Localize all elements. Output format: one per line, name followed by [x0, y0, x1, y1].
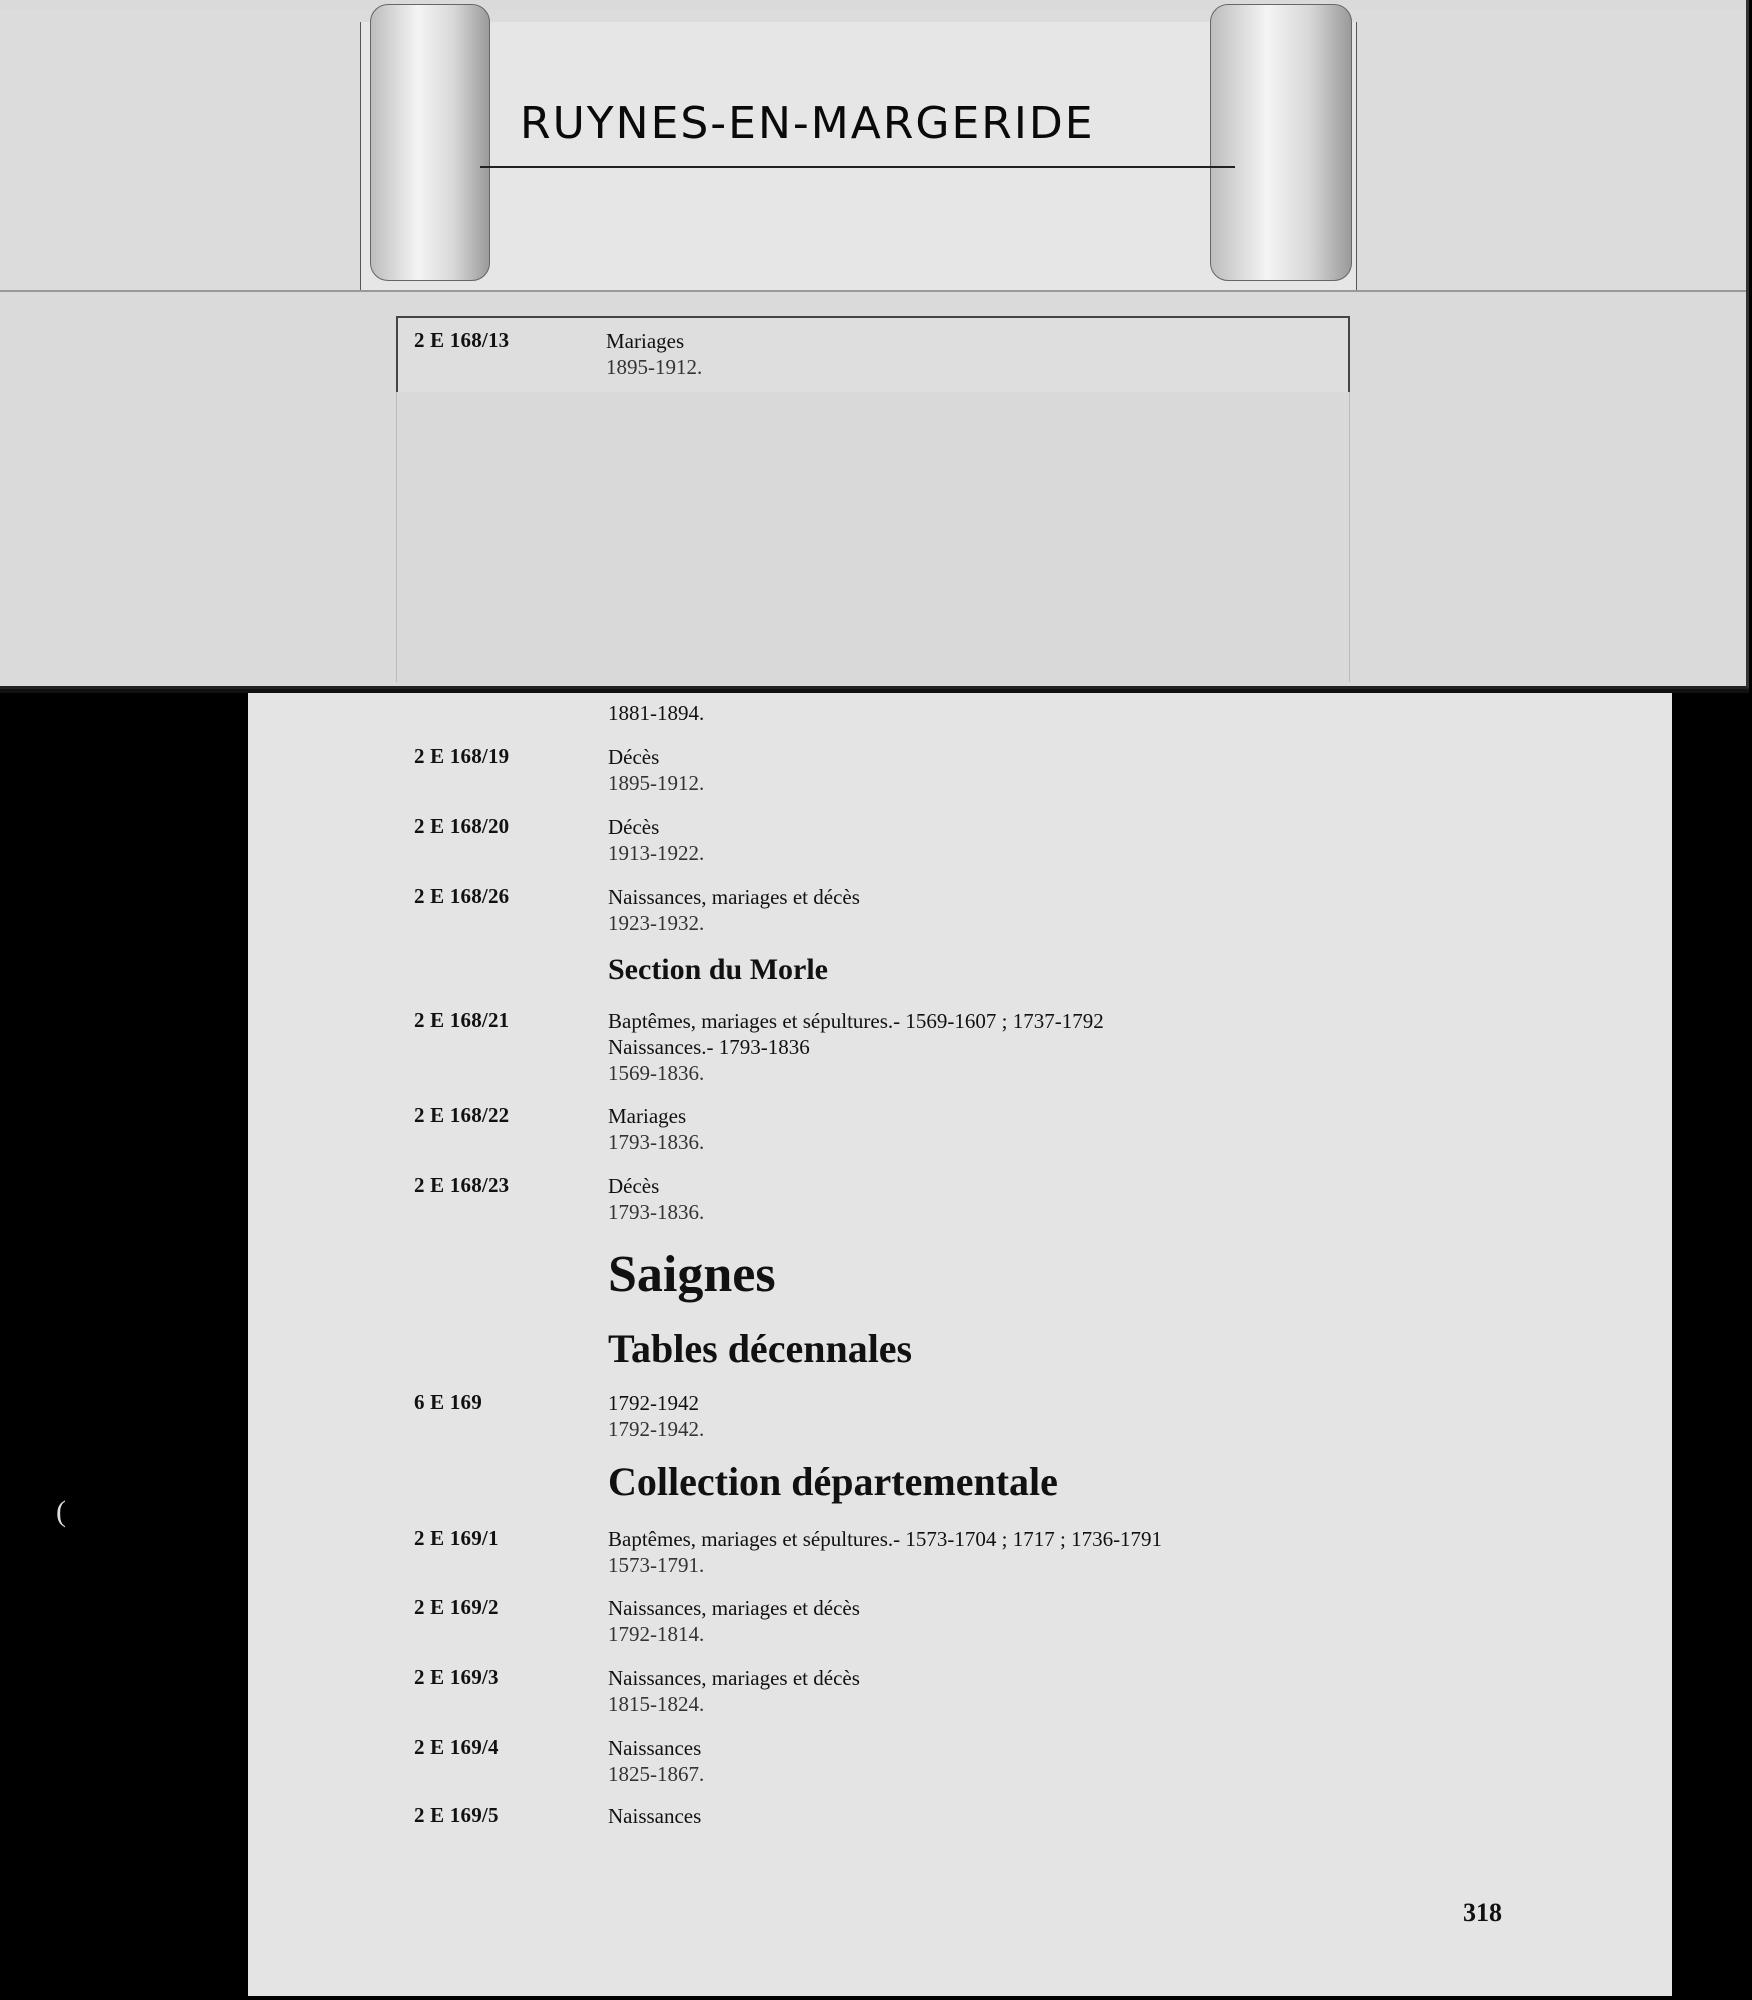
entry-type: 1792-1942 — [608, 1391, 699, 1415]
entry-dates: 1895-1912. — [608, 771, 705, 795]
entry-description — [608, 1735, 704, 1787]
entry-type: Mariages — [606, 329, 685, 353]
entry-description — [608, 814, 704, 866]
card-inner-panel — [396, 392, 1350, 682]
entry-dates: 1825-1867. — [608, 1762, 705, 1786]
entry-cote: 2 E 169/3 — [414, 1665, 499, 1689]
entry-type: Décès — [608, 745, 660, 769]
entry-type-line2: Naissances.- 1793-1836 — [608, 1035, 810, 1059]
entry-cote: 6 E 169 — [414, 1390, 482, 1414]
entry-cote: 2 E 168/19 — [414, 744, 510, 768]
entry-cote: 2 E 168/26 — [414, 884, 510, 908]
section-heading-morle: Section du Morle — [608, 953, 828, 986]
entry-cote: 2 E 168/21 — [414, 1008, 510, 1032]
entry-dates: 1792-1814. — [608, 1622, 705, 1646]
entry-dates: 1881-1894. — [608, 701, 705, 725]
entry-type: Naissances, mariages et décès — [608, 885, 860, 909]
entry-type: Naissances — [608, 1736, 702, 1760]
tables-heading: Tables décennales — [608, 1326, 913, 1371]
entry-description — [608, 1665, 860, 1717]
entry-description — [608, 884, 860, 936]
collection-heading: Collection départementale — [608, 1459, 1058, 1504]
card-title: RUYNES-EN-MARGERIDE — [520, 98, 1095, 149]
page-number: 318 — [1463, 1898, 1502, 1927]
entry-description — [608, 1595, 860, 1647]
entry-description — [608, 1526, 1162, 1578]
entry-dates: 1569-1836. — [608, 1061, 705, 1085]
entry-type: Baptêmes, mariages et sépultures.- 1573-1704 ; 1717 ; 1736-1791 — [608, 1527, 1163, 1551]
entry-description — [608, 1173, 704, 1225]
binder-clip-left — [370, 4, 490, 281]
binder-clip-right — [1210, 4, 1352, 281]
entry-description — [608, 1390, 704, 1442]
entry-dates: 1793-1836. — [608, 1200, 705, 1224]
title-underline — [480, 166, 1235, 168]
entry-description — [608, 1803, 701, 1829]
entry-type: Baptêmes, mariages et sépultures.- 1569-1607 ; 1737-1792 — [608, 1009, 1104, 1033]
entry-cote: 2 E 169/1 — [414, 1526, 499, 1550]
entry-type: Décès — [608, 815, 660, 839]
entry-dates: 1792-1942. — [608, 1417, 705, 1441]
entry-description — [608, 1008, 1104, 1086]
cover-card — [0, 0, 1749, 689]
entry-type: Naissances, mariages et décès — [608, 1596, 860, 1620]
entry-cote: 2 E 169/5 — [414, 1803, 499, 1827]
entry-cote: 2 E 168/23 — [414, 1173, 510, 1197]
entry-cote: 2 E 168/20 — [414, 814, 510, 838]
entry-description — [608, 744, 704, 796]
entry-cote: 2 E 169/2 — [414, 1595, 499, 1619]
card-entry-slot — [396, 316, 1350, 396]
entry-cote: 2 E 168/22 — [414, 1103, 510, 1127]
entry-type: Mariages — [608, 1104, 687, 1128]
entry-dates: 1913-1922. — [608, 841, 705, 865]
entry-cote: 2 E 168/13 — [414, 328, 510, 352]
margin-mark: ( — [56, 1495, 66, 1528]
commune-heading: Saignes — [608, 1246, 776, 1303]
entry-dates: 1815-1824. — [608, 1692, 705, 1716]
entry-cote: 2 E 169/4 — [414, 1735, 499, 1759]
entry-dates: 1923-1932. — [608, 911, 705, 935]
entry-dates: 1793-1836. — [608, 1130, 705, 1154]
title-label-strip — [360, 22, 1357, 290]
entry-type: Naissances, mariages et décès — [608, 1666, 860, 1690]
entry-type: Naissances — [608, 1804, 702, 1828]
entry-description — [608, 1103, 704, 1155]
entry-dates: 1895-1912. — [606, 355, 703, 379]
entry-description — [606, 328, 702, 380]
entry-type: Décès — [608, 1174, 660, 1198]
entry-dates: 1573-1791. — [608, 1553, 705, 1577]
